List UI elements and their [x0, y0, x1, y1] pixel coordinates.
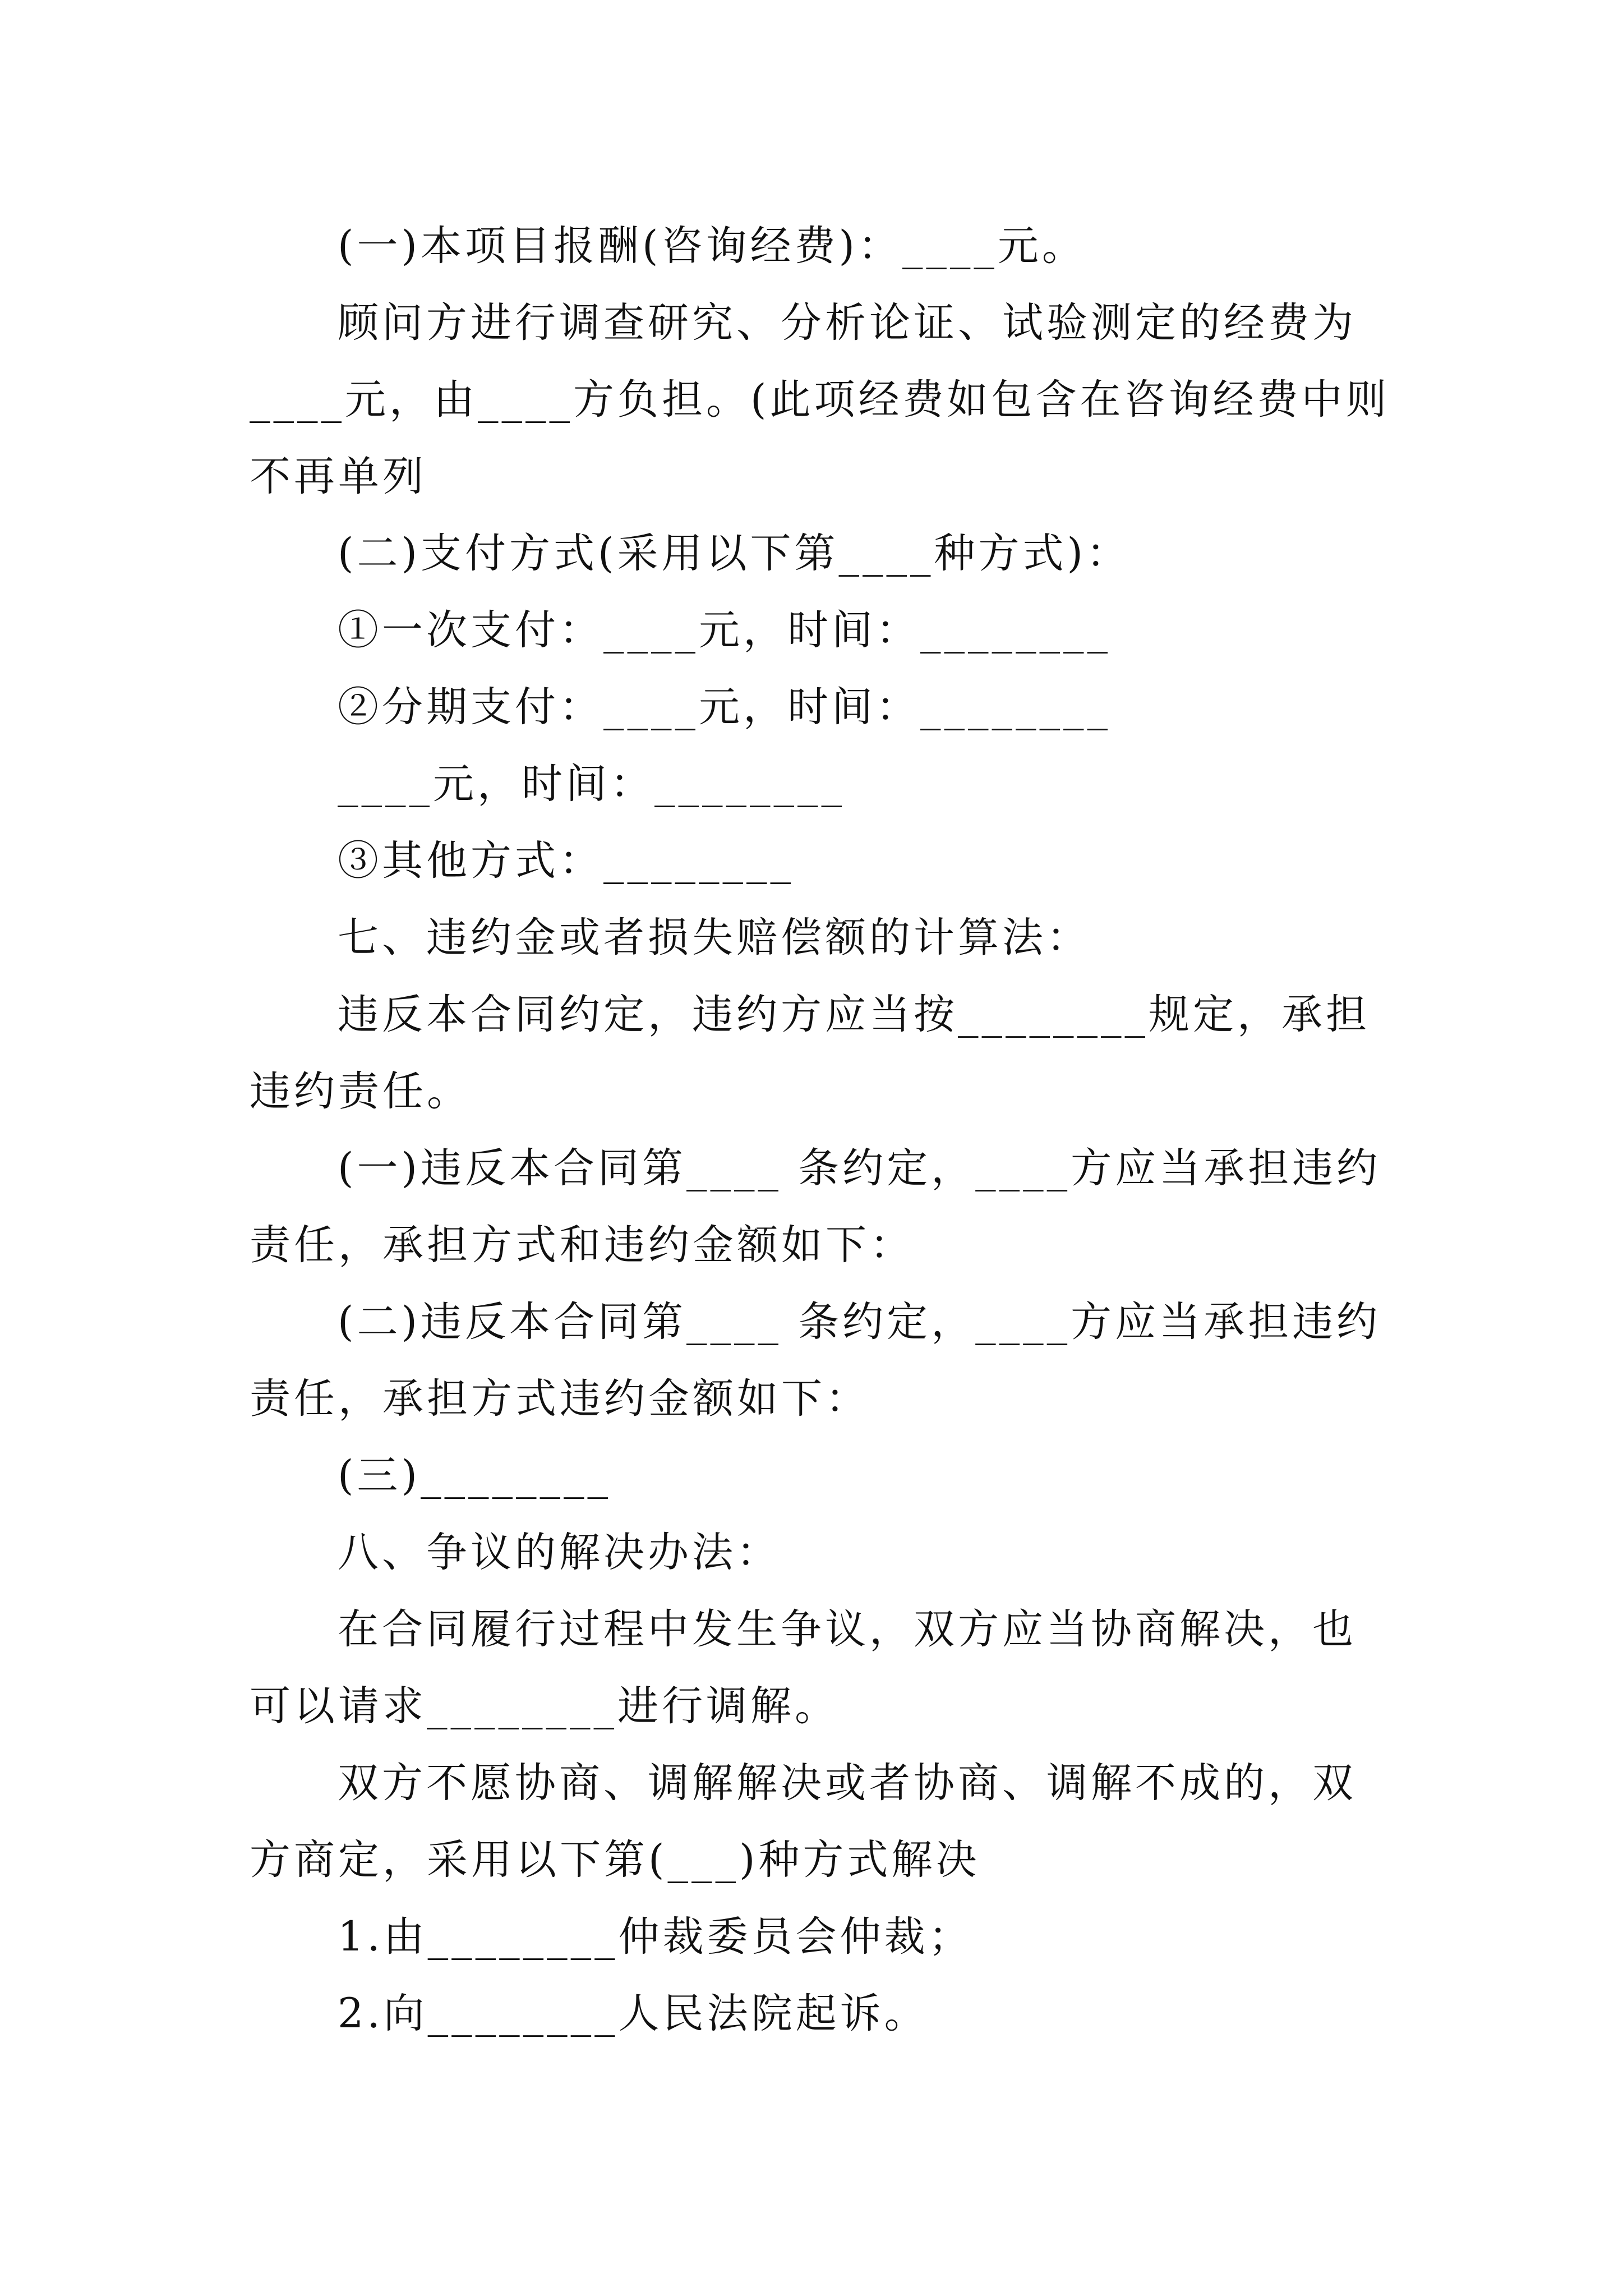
document-body [250, 208, 1394, 2052]
paragraph-breach-clause-1: (一)违反本合同第____ 条约定，____方应当承担违约责任，承担方式和违约金额如下： [250, 1144, 1381, 1269]
paragraph-payment-method: (二)支付方式(采用以下第____种方式)： [338, 530, 1131, 577]
paragraph-dispute-negotiation: 在合同履行过程中发生争议，双方应当协商解决，也可以请求________进行调解。 [250, 1605, 1357, 1730]
paragraph-other-method: ③其他方式：________ [338, 837, 794, 885]
paragraph-arbitration: 1.由________仲裁委员会仲裁； [338, 1913, 973, 1961]
paragraph-breach-clause-3: (三)________ [338, 1452, 611, 1499]
paragraph-dispute-options: 双方不愿协商、调解解决或者协商、调解不成的，双方商定，采用以下第(___)种方式解决 [250, 1759, 1357, 1884]
paragraph-installment-payment: ②分期支付：____元，时间：________ [338, 683, 1111, 731]
paragraph-breach-clause-2: (二)违反本合同第____ 条约定，____方应当承担违约责任，承担方式违约金额如下： [250, 1298, 1381, 1423]
paragraph-breach-liability: 违反本合同约定，违约方应当按________规定，承担违约责任。 [250, 991, 1370, 1115]
paragraph-remuneration: (一)本项目报酬(咨询经费)：____元。 [338, 222, 1086, 270]
section-heading-penalty: 七、违约金或者损失赔偿额的计算法： [338, 914, 1091, 961]
paragraph-research-fee: 顾问方进行调查研究、分析论证、试验测定的经费为____元，由____方负担。(此项经费如包含在咨询经费中则不再单列 [250, 299, 1390, 500]
paragraph-one-time-payment: ①一次支付：____元，时间：________ [338, 606, 1111, 654]
paragraph-litigation: 2.向________人民法院起诉。 [338, 1990, 929, 2037]
paragraph-installment-second: ____元，时间：________ [338, 760, 845, 808]
section-heading-dispute: 八、争议的解决办法： [338, 1529, 781, 1576]
